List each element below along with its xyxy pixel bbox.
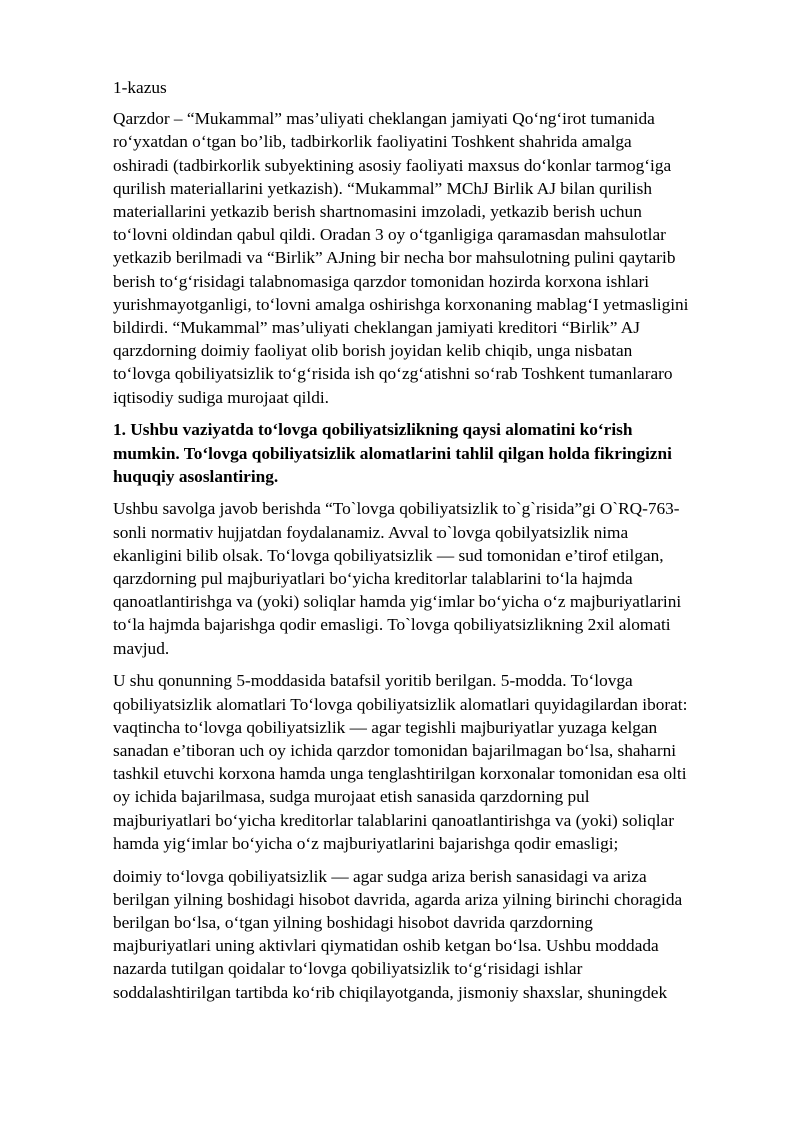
text-line: sonli normativ hujjatdan foydalanamiz. Avval to`lovga qobilyatsizlik nima — [113, 522, 629, 542]
text-line: berish to‘g‘risidagi talabnomasiga qarzdor tomonidan hozirda korxona ishlari — [113, 271, 650, 291]
question-line: huquqiy asoslantiring. — [113, 466, 279, 486]
text-line: soddalashtirilgan tartibda ko‘rib chiqilayotganda, jismoniy shaxslar, shuningdek — [113, 982, 668, 1002]
text-line: U shu qonunning 5-moddasida batafsil yoritib berilgan. 5-modda. To‘lovga — [113, 671, 633, 691]
text-line: to‘lovni oldindan qabul qildi. Oradan 3 oy o‘tganligiga qaramasdan mahsulotlar — [113, 225, 666, 245]
text-line: qurilish materiallarini yetkazish). “Mukammal” MChJ Birlik AJ bilan qurilish — [113, 178, 652, 198]
case-title: 1-kazus — [113, 78, 167, 97]
text-line: ro‘yxatdan o‘tgan bo’lib, tadbirkorlik faoliyatini Toshkent shahrida amalga — [113, 132, 632, 152]
text-line: oshiradi (tadbirkorlik subyektining asosiy faoliyati maxsus do‘konlar tarmog‘iga — [113, 155, 672, 175]
text-line: qarzdorning pul majburiyatlari bo‘yicha kreditorlar talablarini to‘la hajmda — [113, 569, 633, 589]
text-line: bildirdi. “Mukammal” mas’uliyati cheklangan jamiyati kreditori “Birlik” AJ — [113, 318, 640, 338]
question-heading — [113, 418, 743, 488]
question-line: 1. Ushbu vaziyatda to‘lovga qobiliyatsizlikning qaysi alomatini ko‘rish — [113, 420, 633, 440]
text-line: nazarda tutilgan qoidalar to‘lovga qobiliyatsizlik to‘g‘risidagi ishlar — [113, 959, 583, 979]
text-line: berilgan yilning boshidagi hisobot davrida, agarda ariza yilning birinchi choragida — [113, 889, 683, 909]
text-line: tashkil etuvchi korxona hamda unga tenglashtirilgan korxonalar tomonidan esa olti — [113, 764, 687, 784]
question-line: mumkin. To‘lovga qobiliyatsizlik alomatlarini tahlil qilgan holda fikringizni — [113, 443, 672, 463]
text-line: to‘lovga qobiliyatsizlik to‘g‘risida ish qo‘zg‘atishni so‘rab Toshkent tumanlararo — [113, 364, 673, 384]
text-line: Qarzdor – “Mukammal” mas’uliyati cheklangan jamiyati Qo‘ng‘irot tumanida — [113, 109, 655, 129]
text-line: berilgan bo‘lsa, o‘tgan yilning boshidagi hisobot davrida qarzdorning — [113, 912, 593, 932]
text-line: qanoatlantirishga va (yoki) soliqlar hamda yig‘imlar bo‘yicha o‘z majburiyatlarini — [113, 592, 682, 612]
text-line: yetkazib berilmadi va “Birlik” AJning bir necha bor mahsulotning pulini qaytarib — [113, 248, 676, 268]
text-line: sanadan e’tiboran uch oy ichida qarzdor tomonidan bajarilmagan bo‘lsa, shaharni — [113, 740, 677, 760]
text-line: qarzdorning doimiy faoliyat olib borish joyidan kelib chiqib, unga nisbatan — [113, 341, 633, 361]
text-line: Ushbu savolga javob berishda “To`lovga qobiliyatsizlik to`g`risida”gi O`RQ-763- — [113, 499, 680, 519]
text-line: vaqtincha to‘lovga qobiliyatsizlik — agar tegishli majburiyatlar yuzaga kelgan — [113, 717, 658, 737]
text-line: materiallarini yetkazib berish shartnomasini imzoladi, yetkazib berish uchun — [113, 202, 642, 222]
text-line: mavjud. — [113, 638, 170, 658]
article-five-paragraph — [113, 669, 743, 855]
text-line: yurishmayotganligi, to‘lovni amalga oshirishga korxonaning mablag‘I yetmasligini — [113, 294, 689, 314]
text-line: hamda yig‘imlar bo‘yicha o‘z majburiyatlarini bajarishga qodir emasligi; — [113, 833, 619, 853]
text-line: majburiyatlari uning aktivlari qiymatidan oshib ketgan bo‘lsa. Ushbu moddada — [113, 936, 659, 956]
permanent-insolvency-paragraph — [113, 865, 743, 1004]
text-line: qobiliyatsizlik alomatlari To‘lovga qobiliyatsizlik alomatlari quyidagilardan iborat: — [113, 694, 688, 714]
text-line: ekanligini bilib olsak. To‘lovga qobiliyatsizlik — sud tomonidan e’tirof etilgan, — [113, 545, 664, 565]
text-line: to‘la hajmda bajarishga qodir emasligi. To`lovga qobiliyatsizlikning 2xil alomati — [113, 615, 671, 635]
text-line: iqtisodiy sudiga murojaat qildi. — [113, 387, 329, 407]
document-page — [113, 76, 743, 1013]
text-line: majburiyatlari bo‘yicha kreditorlar talablarini qanoatlantirishga va (yoki) soliqlar — [113, 810, 674, 830]
text-line: oy ichida bajarilmasa, sudga murojaat etish sanasida qarzdorning pul — [113, 787, 590, 807]
case-description-paragraph — [113, 107, 743, 409]
text-line: doimiy to‘lovga qobiliyatsizlik — agar sudga ariza berish sanasidagi va ariza — [113, 866, 647, 886]
answer-intro-paragraph — [113, 497, 743, 659]
